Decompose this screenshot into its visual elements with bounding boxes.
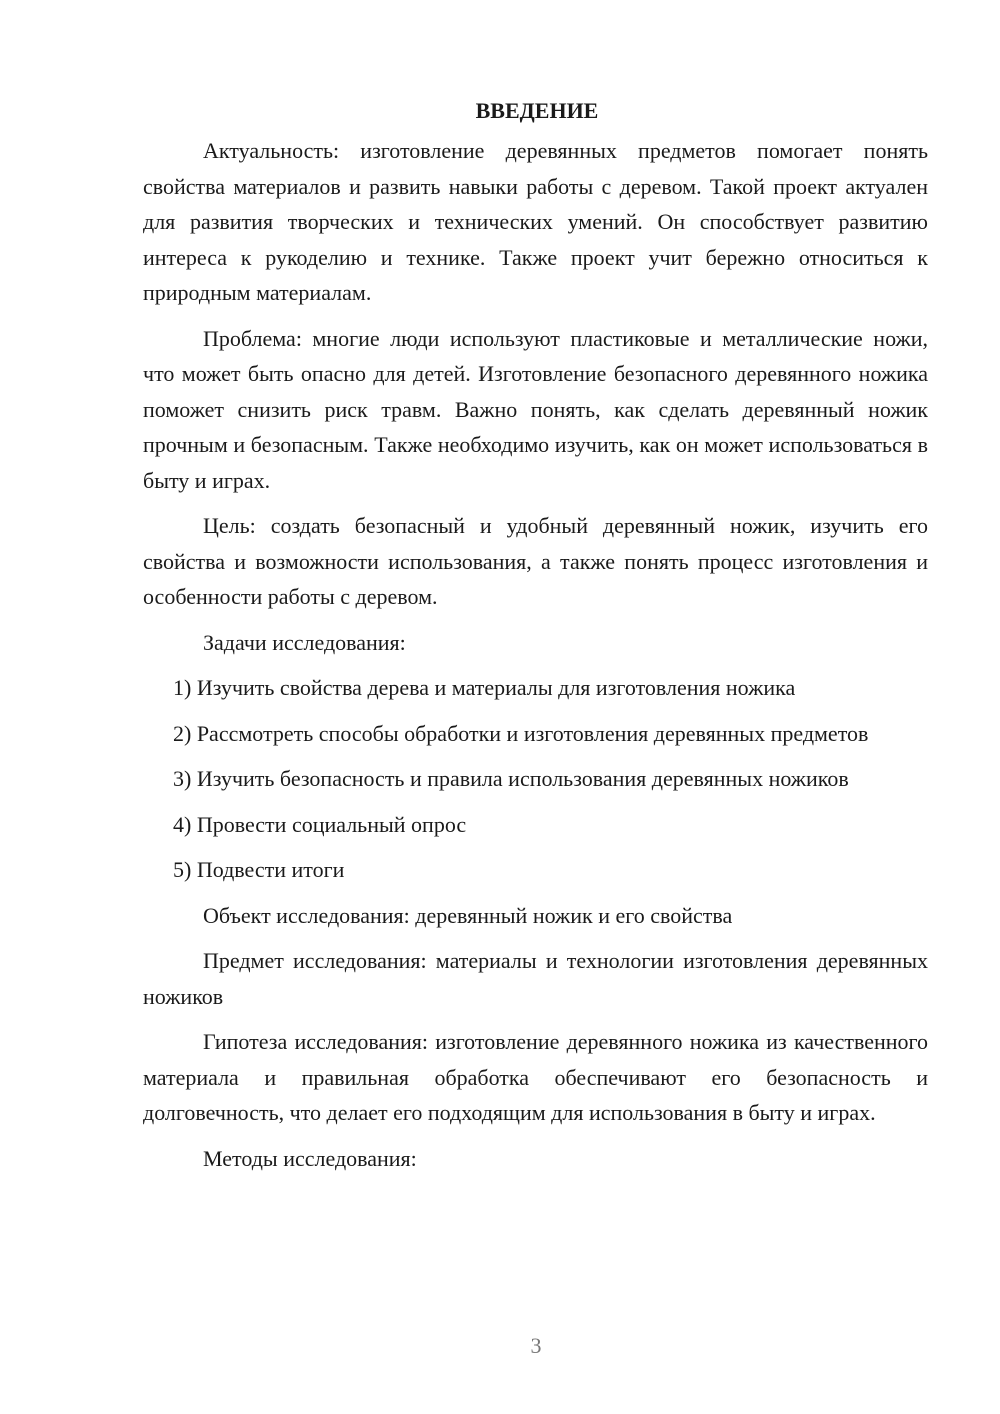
paragraph-relevance: Актуальность: изготовление деревянных предметов помогает понять свойства материалов и развить навыки работы с деревом. Такой проект актуален для развития творческих и технических умений. Он способствует развитию интереса к рукоделию и технике. Также проект учит бережно относиться к природным материалам. [143,138,928,305]
paragraph-hypothesis: Гипотеза исследования: изготовление деревянного ножика из качественного материала и правильная обработка обеспечивают его безопасность и долговечность, что делает его подходящим для использования в быту и играх. [143,1029,928,1125]
paragraph-object: Объект исследования: деревянный ножик и его свойства [203,902,733,928]
page-number: 3 [530,1333,542,1358]
task-item-5: 5) Подвести итоги [173,857,345,882]
paragraph-goal: Цель: создать безопасный и удобный деревянный ножик, изучить его свойства и возможности использования, а также понять процесс изготовления и особенности работы с деревом. [143,513,928,609]
paragraph-tasks-heading: Задачи исследования: [203,629,406,655]
paragraph-subject: Предмет исследования: материалы и технологии изготовления деревянных ножиков [143,948,928,1009]
task-item-2: 2) Рассмотреть способы обработки и изготовления деревянных предметов [173,720,869,746]
paragraph-problem: Проблема: многие люди используют пластиковые и металлические ножи, что может быть опасно для детей. Изготовление безопасного деревянного ножика поможет снизить риск травм. Важно понять, как сделать деревянный ножик прочным и безопасным. Также необходимо изучить, как он может использоваться в быту и играх. [143,325,928,493]
task-item-3: 3) Изучить безопасность и правила использования деревянных ножиков [173,766,849,791]
task-item-4: 4) Провести социальный опрос [173,811,467,837]
document-page [143,95,928,1186]
page-title: ВВЕДЕНИЕ [475,98,599,123]
paragraph-methods: Методы исследования: [203,1145,417,1171]
task-item-1: 1) Изучить свойства дерева и материалы для изготовления ножика [173,675,796,700]
